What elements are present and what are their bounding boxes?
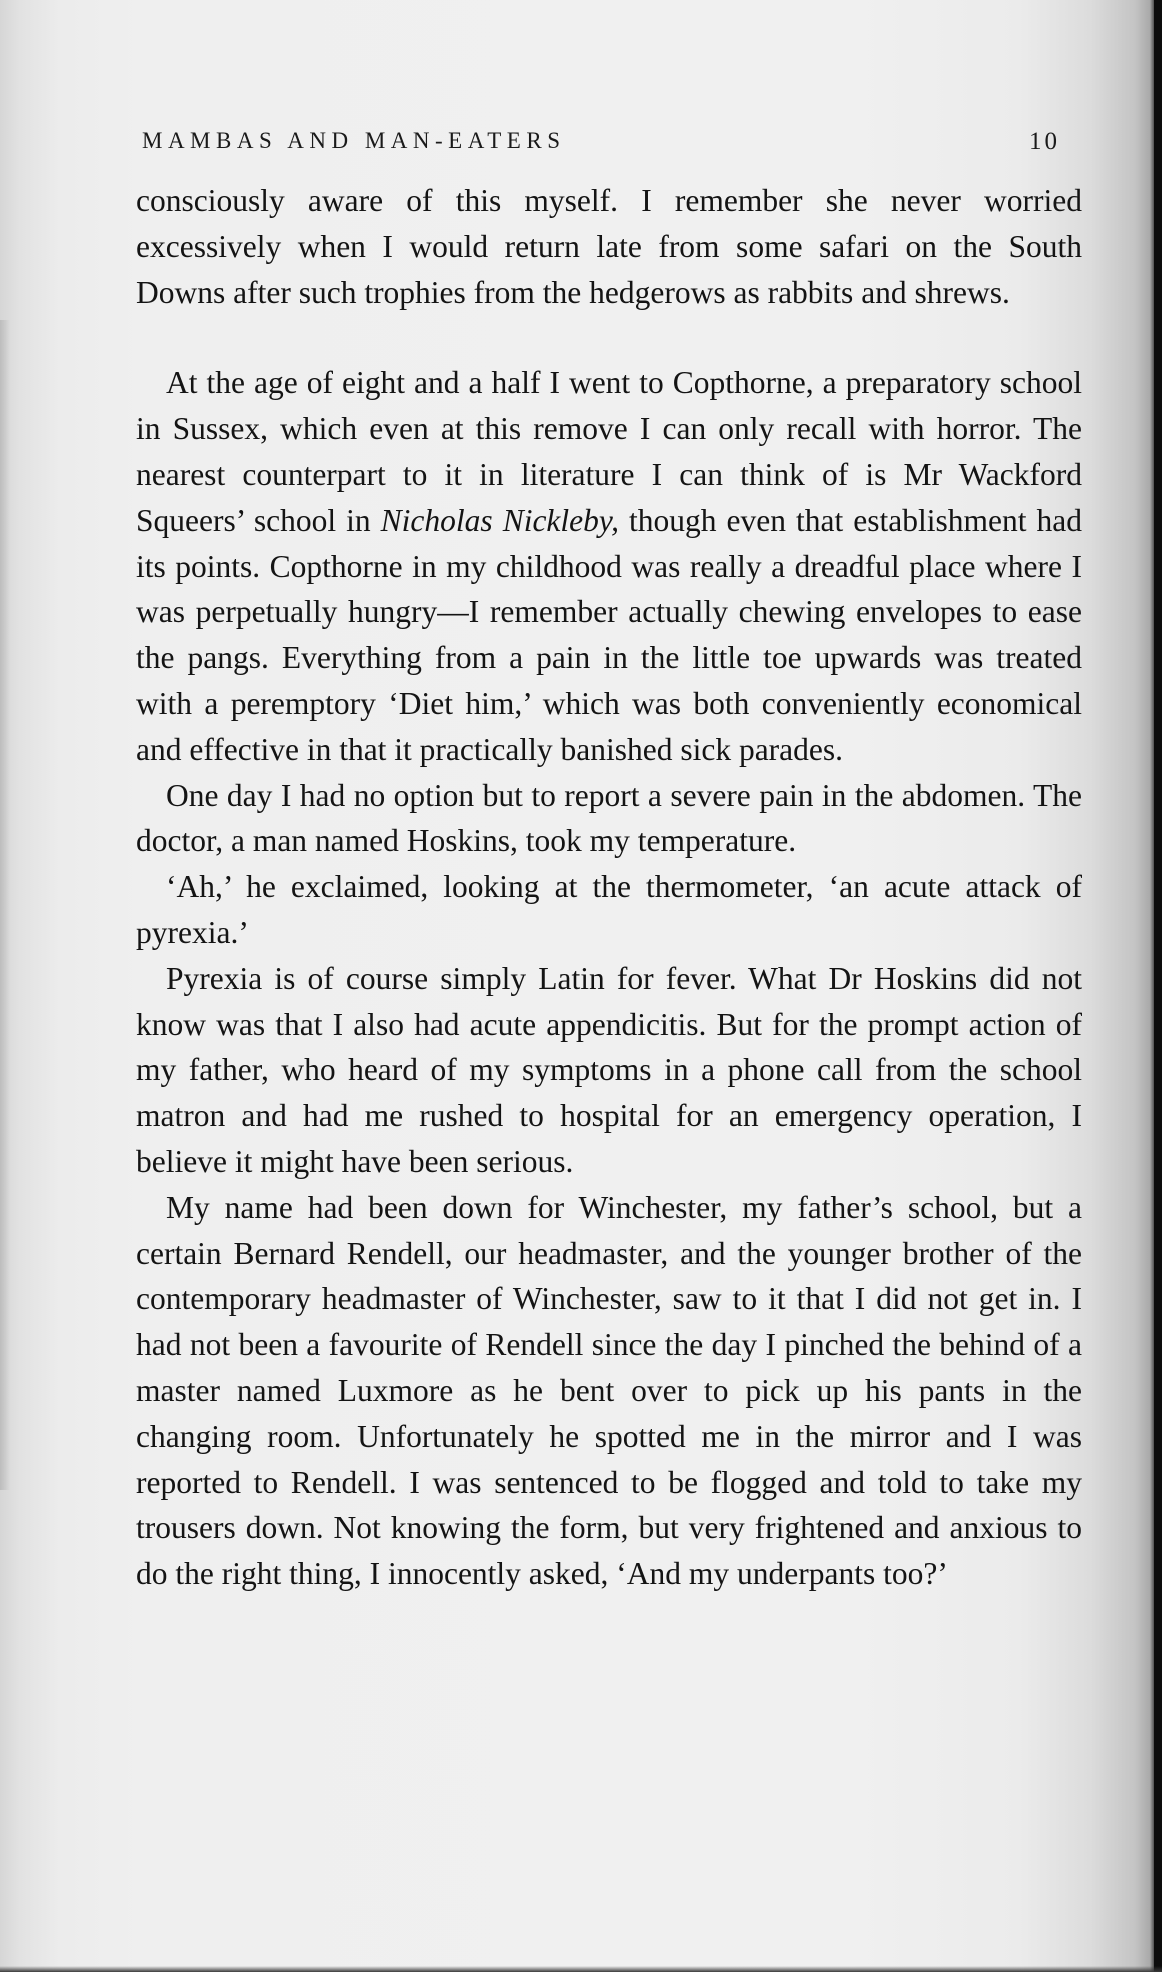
running-head bbox=[142, 128, 1060, 162]
body-text bbox=[136, 178, 1082, 1597]
paragraph-5: Pyrexia is of course simply Latin for fever. What Dr Hoskins did not know was that I also had acute appendicitis. But for the prompt action of my father, who heard of my symptoms in a phone call from the school matron and had me rushed to hospital for an emergency operation, I believe it might have been serious. bbox=[136, 960, 1082, 1179]
paragraph-1: consciously aware of this myself. I remember she never worried excessively when I would return late from some safari on the South Downs after such trophies from the hedgerows as rabbits and shrews. bbox=[136, 183, 1082, 310]
paragraph-2-part-1: At the age of eight and a half I went to Copthorne, a preparatory school in Sussex, which even at this remove I can only recall with horror. The nearest counterpart to it in literature I can think of is Mr Wackford Squeers’ school in bbox=[136, 365, 1082, 538]
page-number: 10 bbox=[1029, 128, 1060, 155]
page-gutter-shadow bbox=[0, 320, 10, 1490]
paragraph-3: One day I had no option but to report a severe pain in the abdomen. The doctor, a man named Hoskins, took my temperature. bbox=[136, 777, 1082, 859]
paragraph-2-part-2: though even that establishment had its points. Copthorne in my childhood was really a dreadful place where I was perpetually hungry—I remember actually chewing envelopes to ease the pangs. Everything from a pain in the little toe upwards was treated with a peremptory ‘Diet him,’ which was both conveniently economical and effective in that it practically banished sick parades. bbox=[136, 502, 1082, 767]
book-title-italic: Nicholas Nickleby, bbox=[380, 502, 620, 538]
paragraph-4: ‘Ah,’ he exclaimed, looking at the thermometer, ‘an acute attack of pyrexia.’ bbox=[136, 869, 1082, 950]
running-head-title: MAMBAS AND MAN-EATERS bbox=[142, 128, 566, 153]
paragraph-6: My name had been down for Winchester, my father’s school, but a certain Bernard Rendell, our headmaster, and the younger brother of the contemporary headmaster of Winchester, saw to it that I did not get in. I had not been a favourite of Rendell since the day I pinched the behind of a master named Luxmore as he bent over to pick up his pants in the changing room. Unfortunately he spotted me in the mirror and I was reported to Rendell. I was sentenced to be flogged and told to take my trousers down. Not knowing the form, but very frightened and anxious to do the right thing, I innocently asked, ‘And my underpants too?’ bbox=[136, 1189, 1082, 1592]
page-bottom-edge bbox=[0, 1966, 1162, 1972]
page-edge bbox=[1154, 0, 1162, 1972]
paragraph-2 bbox=[136, 360, 1082, 772]
